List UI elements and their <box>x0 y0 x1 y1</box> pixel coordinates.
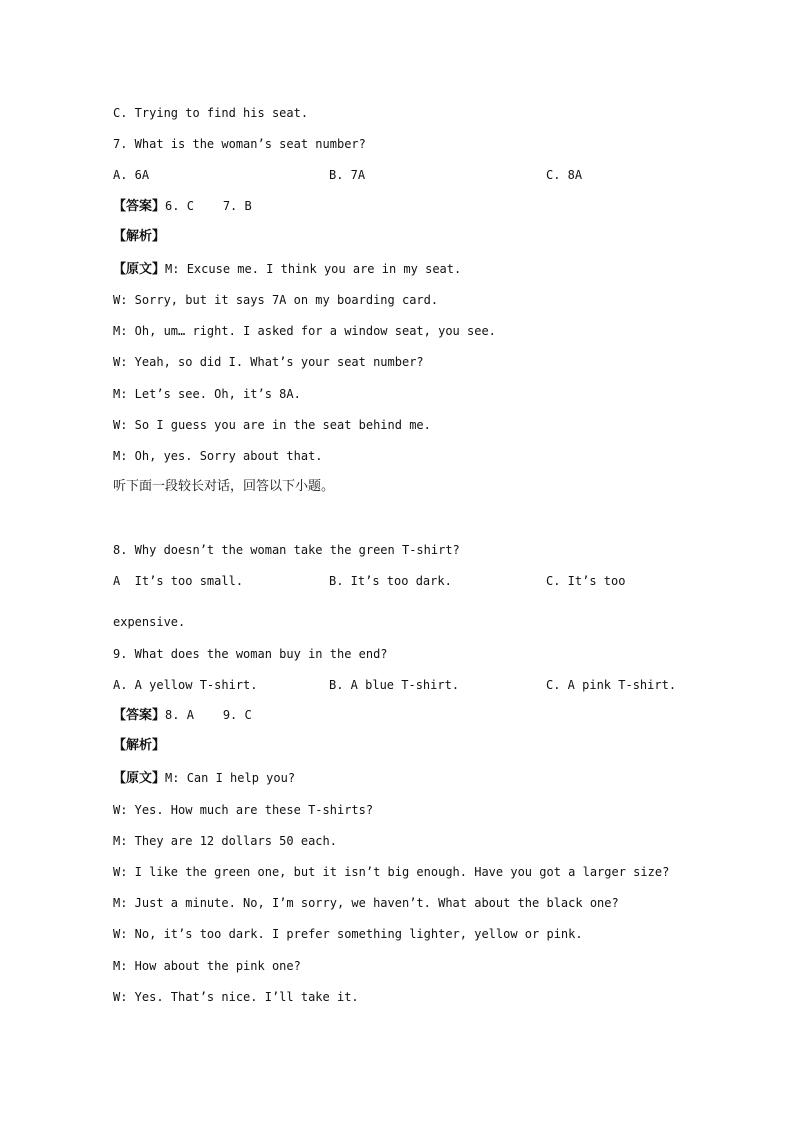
transcript-line-1-3: W: Yeah, so did I. What’s your seat number? <box>113 355 424 369</box>
transcript-line-2-5: W: No, it’s too dark. I prefer something lighter, yellow or pink. <box>113 927 583 941</box>
q7-option-a: A. 6A <box>113 168 150 182</box>
transcript-line-2-6: M: How about the pink one? <box>113 959 301 973</box>
transcript-line-1-5: W: So I guess you are in the seat behind me. <box>113 418 431 432</box>
transcript-text: M: Excuse me. I think you are in my seat. <box>165 262 462 276</box>
answer-label: 【答案】 <box>113 199 166 214</box>
q9-option-c: C. A pink T-shirt. <box>546 678 677 692</box>
q8-option-c-continued: expensive. <box>113 615 186 629</box>
transcript-line-2-0 <box>113 770 295 786</box>
q8-option-c: C. It’s too <box>546 574 626 588</box>
analysis-label-2: 【解析】 <box>113 738 166 753</box>
transcript-line-2-3: W: I like the green one, but it isn’t big enough. Have you got a larger size? <box>113 865 670 879</box>
transcript-line-1-4: M: Let’s see. Oh, it’s 8A. <box>113 387 301 401</box>
answer-text: 6. C 7. B <box>165 199 252 213</box>
q9-question: 9. What does the woman buy in the end? <box>113 647 388 661</box>
q9-option-a: A. A yellow T-shirt. <box>113 678 258 692</box>
transcript-line-2-1: W: Yes. How much are these T-shirts? <box>113 803 374 817</box>
answer-text: 8. A 9. C <box>165 708 252 722</box>
transcript-line-1-6: M: Oh, yes. Sorry about that. <box>113 449 323 463</box>
q8-option-b: B. It’s too dark. <box>329 574 452 588</box>
transcript-line-2-4: M: Just a minute. No, I’m sorry, we haven’t. What about the black one? <box>113 896 619 910</box>
answer-label: 【答案】 <box>113 708 166 723</box>
transcript-line-1-0 <box>113 261 461 277</box>
q7-option-c: C. 8A <box>546 168 583 182</box>
transcript-label: 【原文】 <box>113 262 166 277</box>
transcript-text: M: Can I help you? <box>165 771 296 785</box>
q9-option-b: B. A blue T-shirt. <box>329 678 460 692</box>
q7-question: 7. What is the woman’s seat number? <box>113 137 366 151</box>
transcript-line-2-2: M: They are 12 dollars 50 each. <box>113 834 337 848</box>
answer-line-1 <box>113 198 252 214</box>
q8-option-a: A It’s too small. <box>113 574 244 588</box>
answer-line-2 <box>113 707 252 723</box>
q6-option-c: C. Trying to find his seat. <box>113 106 309 120</box>
q8-question: 8. Why doesn’t the woman take the green T-shirt? <box>113 543 460 557</box>
transcript-label: 【原文】 <box>113 771 166 786</box>
listening-instruction: 听下面一段较长对话，回答以下小题。 <box>113 479 335 494</box>
transcript-line-1-1: W: Sorry, but it says 7A on my boarding card. <box>113 293 439 307</box>
q7-option-b: B. 7A <box>329 168 366 182</box>
transcript-line-2-7: W: Yes. That’s nice. I’ll take it. <box>113 990 359 1004</box>
transcript-line-1-2: M: Oh, um… right. I asked for a window seat, you see. <box>113 324 496 338</box>
analysis-label-1: 【解析】 <box>113 229 166 244</box>
